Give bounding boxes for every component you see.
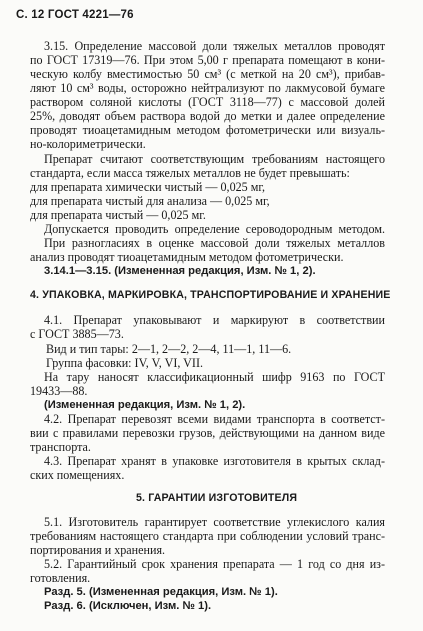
page-header: С. 12 ГОСТ 4221—76 [16,9,134,21]
amendment-note: Разд. 6. (Исключен, Изм. № 1). [44,600,212,612]
text-line: 4.3. Препарат хранят в упаковке изготовителя в крытых склад- [44,454,385,468]
list-item: для препарата чистый — 0,025 мг. [30,208,206,222]
text-line: ских помещениях. [30,468,125,482]
text-line: Допускается проводить определение сероводородным методом. [44,222,385,236]
text-line: проводят тиоацетамидным методом фотометрически или визуаль- [30,123,385,137]
text-line: Группа фасовки: IV, V, VI, VII. [46,356,203,370]
amendment-note: (Измененная редакция, Изм. № 1, 2). [44,399,246,411]
text-line: портирования и хранения. [30,543,166,557]
text-line: 4.1. Препарат упаковывают и маркируют в соответствии [44,313,385,327]
text-line: но-колориметрически. [30,137,146,151]
text-line: раствором соляной кислоты (ГОСТ 3118—77) с массовой долей [30,95,385,109]
text-line: Вид и тип тары: 2—1, 2—2, 2—4, 11—1, 11—6. [46,342,292,356]
text-line: анализ проводят тиоацетамидным методом фотометрически. [30,250,344,264]
section-heading: 4. УПАКОВКА, МАРКИРОВКА, ТРАНСПОРТИРОВАНИЕ И ХРАНЕНИЕ [30,289,391,301]
text-line: ляют 10 см³ воды, осторожно нейтрализуют по лакмусовой бумаге [30,81,385,95]
text-line: При разногласиях в оценке массовой доли тяжелых металлов [44,236,385,250]
text-line: Препарат считают соответствующим требованиям настоящего [44,152,385,166]
text-line: На тару наносят классификационный шифр 9163 по ГОСТ [44,370,385,384]
text-line: ческую колбу вместимостью 50 см³ (с меткой на 20 см³), прибав- [30,67,385,81]
list-item: для препарата химически чистый — 0,025 мг, [30,180,266,194]
text-line: 25%, доводят объем раствора водой до метки и далее определение [30,109,385,123]
amendment-note: Разд. 5. (Измененная редакция, Изм. № 1). [44,586,278,598]
text-line: 4.2. Препарат перевозят всеми видами транспорта в соответст- [44,412,385,426]
text-line: транспорта. [30,440,91,454]
amendment-note: 3.14.1—3.15. (Измененная редакция, Изм. № 1, 2). [44,265,316,277]
text-line: 5.1. Изготовитель гарантирует соответствие углекислого калия [44,515,385,529]
text-line: стандарта, если масса тяжелых металлов не будет превышать: [30,166,350,180]
text-line: вии с правилами перевозки грузов, действующими на данном виде [30,426,385,440]
text-line: по ГОСТ 17319—76. При этом 5,00 г препарата помещают в кони- [30,53,385,67]
section-heading: 5. ГАРАНТИИ ИЗГОТОВИТЕЛЯ [136,492,298,504]
text-line: требованиям настоящего стандарта при соблюдении условий транс- [30,529,385,543]
text-line: 3.15. Определение массовой доли тяжелых металлов проводят [44,39,385,53]
text-line: 19433—88. [30,384,88,398]
text-line: 5.2. Гарантийный срок хранения препарата — 1 год со дня из- [44,557,385,571]
text-line: с ГОСТ 3885—73. [30,327,124,341]
list-item: для препарата чистый для анализа — 0,025 мг, [30,194,270,208]
text-line: готовления. [30,571,91,585]
